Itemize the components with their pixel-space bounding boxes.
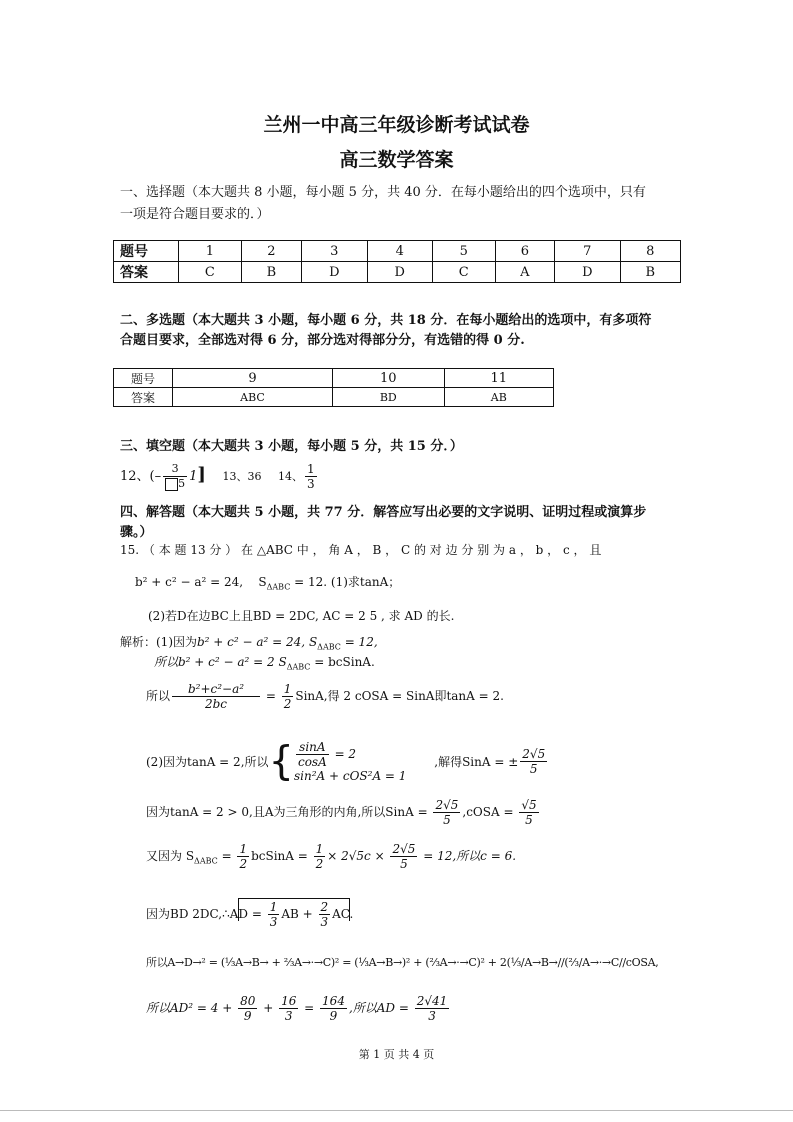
section1-heading-line1: 一、选择题（本大题共 8 小题，每小题 5 分，共 40 分．在每小题给出的四个选项中，只有 bbox=[120, 185, 646, 200]
table-cell: 3 bbox=[302, 241, 367, 262]
page-footer: 第 1 页 共 4 页 bbox=[358, 1048, 435, 1061]
table-cell: 9 bbox=[173, 369, 333, 388]
q13-answer: 13、36 bbox=[222, 470, 262, 483]
table-cell: 8 bbox=[620, 241, 681, 262]
table-cell: C bbox=[179, 262, 242, 283]
garbled-box bbox=[238, 898, 350, 921]
table-row bbox=[114, 241, 681, 262]
table-header-cell: 答案 bbox=[114, 388, 173, 407]
fill-answers: 12、(– $\frac{3}{5}$ 1] 13、36 14、 $\frac{1}{3}$ bbox=[120, 462, 315, 491]
table-header-cell: 答案 bbox=[114, 262, 179, 283]
q15-statement-line1: 15. （ 本 题 13 分 ） 在 △ABC 中 ， 角 A ， B ， C 的 对 边 分 别 为 a ， b ， c ， 且 bbox=[120, 543, 602, 557]
section4-heading-line1: 四、解答题（本大题共 5 小题，共 77 分．解答应写出必要的文字说明、证明过程或演算步 bbox=[120, 505, 647, 520]
table-cell: 6 bbox=[495, 241, 554, 262]
table-cell: A bbox=[495, 262, 554, 283]
table-cell: ABC bbox=[173, 388, 333, 407]
q14-label: 14、 bbox=[278, 470, 303, 483]
section4-heading-line2: 骤。） bbox=[120, 525, 153, 540]
table-cell: BD bbox=[332, 388, 444, 407]
multi-answer-table bbox=[113, 368, 554, 407]
solution-line8: 所以A→D→² = (⅓A→B→ + ⅔A→·→C)² = (⅓A→B→)² + (⅔A→·→C)² + 2(⅓/A→B→//(⅔/A→·→C//cOSA, bbox=[146, 956, 659, 969]
table-cell: 7 bbox=[555, 241, 620, 262]
q12-tail: 1 bbox=[189, 469, 198, 484]
table-cell: 5 bbox=[432, 241, 495, 262]
table-cell: 11 bbox=[444, 369, 553, 388]
solution-line9: 所以AD² = 4 + $\frac{80}{9}$ + $\frac{16}{3}$ = $\frac{164}{9}$ ,所以AD = $\frac{2√41}{3}$ bbox=[146, 994, 448, 1023]
table-cell: D bbox=[367, 262, 432, 283]
table-cell: AB bbox=[444, 388, 553, 407]
solution-line1: 解析：(1)因为b² + c² − a² = 24, $S_{\Delta ABC} = 12$, bbox=[120, 635, 378, 652]
table-cell: 10 bbox=[332, 369, 444, 388]
table-cell: 1 bbox=[179, 241, 242, 262]
choice-answer-table bbox=[113, 240, 681, 283]
section1-heading-line2: 一项是符合题目要求的．） bbox=[120, 207, 270, 222]
q14-denominator: 3 bbox=[307, 477, 315, 491]
q12-numerator: 3 bbox=[163, 462, 187, 477]
q14-numerator: 1 bbox=[307, 462, 315, 476]
section2-heading-line1: 二、多选题（本大题共 3 小题，每小题 6 分，共 18 分．在每小题给出的选项中，有多项符 bbox=[120, 313, 652, 328]
solution-line7: 因为BD 2DC,∴AD = $\frac{1}{3}$ AB + $\frac{2}{3}$ AC. bbox=[146, 900, 354, 929]
document-title: 兰州一中高三年级诊断考试试卷 bbox=[263, 114, 530, 136]
q15-statement-line3: (2)若D在边BC上且BD = 2DC, AC = 2 5 , 求 AD 的长. bbox=[148, 609, 455, 623]
q15-statement-line2: b² + c² − a² = 24, $S_{\Delta ABC} = 12$. (1)求tanA； bbox=[135, 575, 401, 592]
document-subtitle: 高三数学答案 bbox=[339, 149, 454, 171]
missing-glyph-box bbox=[165, 478, 178, 491]
q12-denominator: 5 bbox=[178, 477, 186, 490]
solution-line4: (2)因为tanA = 2,所以{ $\frac{\sin A}{\cos A}$ = 2 sin²A + cOS²A = 1 ,解得SinA = ± $\frac{2√5}{5}$ bbox=[146, 738, 546, 785]
table-cell: D bbox=[302, 262, 367, 283]
solution-line3: 所以 $\frac{\text{b²+c²−a²}}{2bc}$ = $\frac{1}{2}$ SinA,得 2 cOSA = SinA即tanA = 2. bbox=[146, 682, 504, 711]
section2-heading-line2: 合题目要求，全部选对得 6 分，部分选对得部分分，有选错的得 0 分. bbox=[120, 333, 525, 348]
table-cell: 4 bbox=[367, 241, 432, 262]
solution-line6: 又因为 $S_{\Delta ABC}$ = $\frac{1}{2}$ bcSinA = $\frac{1}{2}$ × 2√5c × $\frac{2√5}{5}$ = 12,所以c = 6. bbox=[146, 842, 517, 871]
q12-label: 12、( bbox=[120, 469, 155, 484]
table-cell: B bbox=[241, 262, 301, 283]
page-bottom-divider bbox=[0, 1110, 793, 1111]
solution-line5: 因为tanA = 2 > 0,且A为三角形的内角,所以SinA = $\frac{2√5}{5}$ ,cOSA = $\frac{√5}{5}$ bbox=[146, 798, 537, 827]
table-row bbox=[114, 388, 554, 407]
table-cell: 2 bbox=[241, 241, 301, 262]
table-row bbox=[114, 262, 681, 283]
table-header-cell: 题号 bbox=[114, 241, 179, 262]
table-cell: C bbox=[432, 262, 495, 283]
table-header-cell: 题号 bbox=[114, 369, 173, 388]
table-row bbox=[114, 369, 554, 388]
table-cell: D bbox=[555, 262, 620, 283]
solution-line2: 所以b² + c² − a² = 2 $S_{\Delta ABC}$ = bcSinA. bbox=[154, 655, 375, 672]
section3-heading: 三、填空题（本大题共 3 小题，每小题 5 分，共 15 分．） bbox=[120, 439, 463, 454]
table-cell: B bbox=[620, 262, 681, 283]
